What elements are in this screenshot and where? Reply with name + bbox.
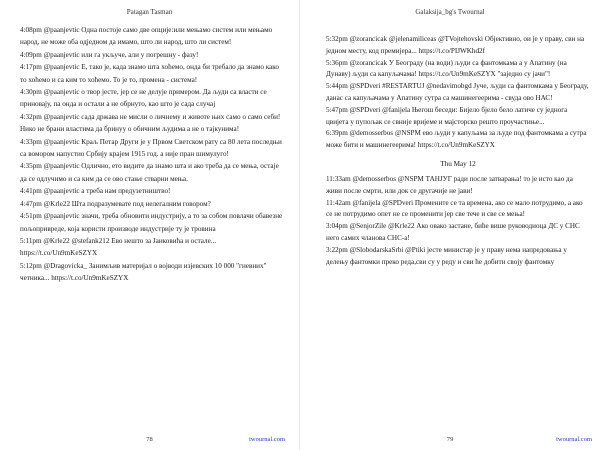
tweet-entry: 5:32pm @zorancicak @jelenamiliceas @TVojtehovski Објективно, ои је у праву, сви на једном месту, код премијера... https://t.co/PIJWKhd2f [326, 35, 585, 55]
left-page-body [20, 24, 285, 285]
tweet-entry: 4:17pm @paanjevtic Е, тако је, када знамо шта хоћемо, онда би требало да знамо како то хоћемо и са ким то хоћемо. То је то, промена - система! [20, 63, 279, 84]
site-link[interactable]: twournal.com [249, 436, 285, 443]
tweet-entry: 4:32pm @paanjevtic сада држава не мисли о личнему и животе њих само о само себи! Нико не брани властима да бринуу о обичним људима а не о тајкунима! [20, 112, 281, 134]
tweet-entry: 4:09pm @paanjevtic или га укључе, али у погрешну - фазу! [20, 50, 199, 59]
tweet-entry: 3:04pm @SenjorZile @Krle22 Ако овако застане, биће више руководиоца ДС у СНС него самих чланова СНС-а! [326, 222, 580, 242]
tweet-entry: 4:08pm @paanjevtic Одна постоје само две опције:или мењамо систем или мењамо народ, не може оба одједном да имамо, што ли народ, што ли систем! [20, 26, 273, 47]
tweet-entry: 3:22pm @SlobodarskaSrbi @Ptiki јесте министар је у праву нема напредовања у делењу фантомки преко реда,сви су у реду и сви ће добити своју фантомку [326, 245, 567, 266]
tweet-entry: 4:33pm @paanjevtic Краљ Петар Други је у Првом Светском рату са 80 лета последњи са вомором напустио Србију крајем 1915 год. а није пран шимулуго! [20, 137, 282, 159]
tweet-entry: 4:47pm @Krle22 Шта подразумевате под нелегалним говором? [20, 199, 211, 208]
tweet-entry: 6:39pm @demosserbos @NSPM ево људи у капуљама за људе под фантомкама а сутра може бити и машинегеерима! https://t.co/Un9mKeSZYX [326, 129, 587, 150]
page-number: 78 [146, 436, 153, 443]
right-page [300, 0, 600, 450]
left-page-header: Patagan Tasman [126, 8, 173, 16]
tweet-entry: 5:11pm @Krle22 @stefank212 Ево нешто за Јаиковића и остале... https://t.co/Un9mKeSZYX [20, 236, 217, 258]
tweet-entry: 5:12pm @Dragovicka_ Занимљив материјал о војводи изјевских 10 000 "гневних" четника... https://t.co/Un9mKeSZYX [20, 261, 267, 283]
date-heading: Thu May 12 [440, 159, 476, 168]
tweet-entry: 11:42am @fanijela @SPDveri Промените се та времена, ако се мало потрудимо, а ако се не потрудимо опет не се променити јер све тече и све се мења! [326, 198, 583, 219]
site-link[interactable]: twournal.com [556, 436, 592, 443]
tweet-entry: 4:30pm @paanjevtic о твор јесте, јер се не делује примером. Да људи са власти се приновају, па онда и остали а не обрнуто, као што је сада случај [20, 88, 267, 109]
right-page-header: Galaksija_bg's Twournal [415, 8, 485, 16]
tweet-entry: 4:41pm @paanjevtic а треба нам предузетништво! [20, 187, 171, 196]
tweet-entry: 4:51pm @paanjevtic значи, треба обновити индустрију, а то за собом повлачи обавезне пољопривреде, која користи производе индустрије ту је тровина [20, 212, 283, 233]
tweet-entry: 5:47pm @SPDveri @fanijela Његош беседи: Бијело бјело бело латиче су једнога цвијета у пупољак се свније вријеме и мајсторско решто проучастиње... [326, 105, 568, 126]
page-number: 79 [446, 436, 454, 443]
tweet-entry: 11:33am @demosserbos @NSPM ТАНЈУГ ради после затварања! то је исто као да живи после смрти, или док се другачије не јави! [326, 174, 573, 195]
tweet-entry: 4:35pm @paanjevtic Одлично, ето видите да знамо шта и ако треба да се мења, остаје да се одлучимо и са ким да се ово стање стварни мења. [20, 162, 279, 183]
tweet-entry: 5:36pm @zorancicak У Београду (на води) људи са фантомкама а у Апатину (на Дунаву) људи са капуљачама! https://t.co/Un9mKeSZYX "заједно су јачи"! [326, 58, 567, 79]
right-page-body [326, 34, 590, 268]
tweet-entry: 5:44pm @SPDveri #RESTARTUJ @nedavimobgd Јуче, људи са фантомкама у Београду, данас са капуљачама у Апатину сутра са машинегеерима - свуда ово НАС! [326, 82, 589, 102]
